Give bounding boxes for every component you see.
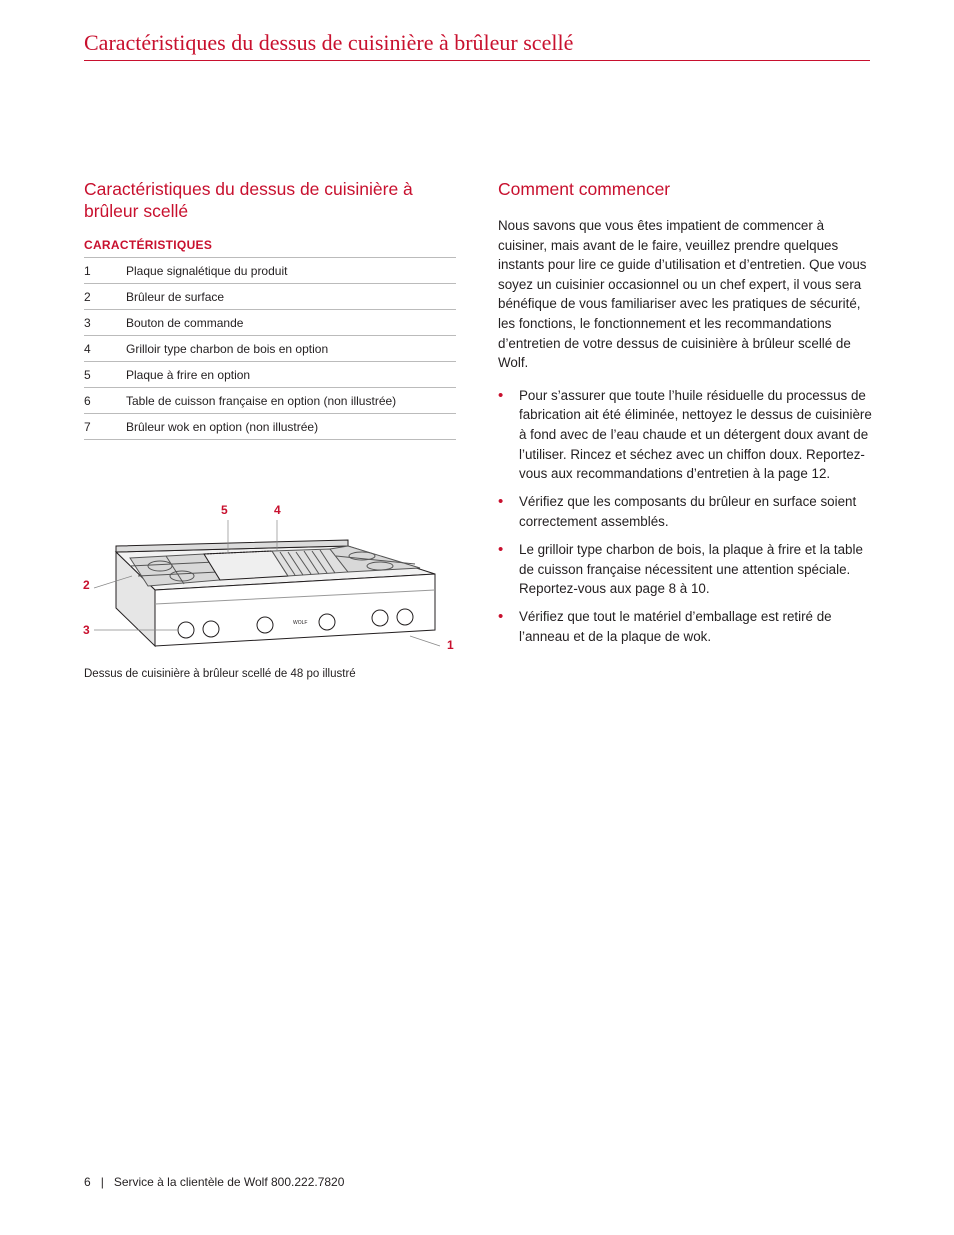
features-table xyxy=(84,257,456,440)
bullet-icon: • xyxy=(498,608,504,626)
feature-text: Table de cuisson française en option (non illustrée) xyxy=(126,388,456,414)
control-knob xyxy=(372,610,388,626)
feature-number: 1 xyxy=(84,258,126,284)
page-title: Caractéristiques du dessus de cuisinière à brûleur scellé xyxy=(84,30,870,61)
bullet-icon: • xyxy=(498,540,504,558)
table-row xyxy=(84,284,456,310)
intro-paragraph: Nous savons que vous êtes impatient de commencer à cuisiner, mais avant de le faire, veuillez prendre quelques instants pour lire ce guide d’utilisation et d’entretien. Que vous soyez un cuisinier occasionnel ou un chef expert, il vous sera bénéfique de vous familiariser avec les pratiques de sécurité, les fonctions, le fonctionnement et les recommandations d’entretien de votre dessus de cuisinière à brûleur scellé de Wolf. xyxy=(498,218,867,371)
table-row xyxy=(84,258,456,284)
control-knob xyxy=(203,621,219,637)
getting-started-heading: Comment commencer xyxy=(498,179,671,199)
feature-number: 6 xyxy=(84,388,126,414)
illustration-caption: Dessus de cuisinière à brûleur scellé de 48 po illustré xyxy=(84,668,356,680)
table-row xyxy=(84,414,456,440)
table-row xyxy=(84,362,456,388)
feature-text: Plaque signalétique du produit xyxy=(126,258,456,284)
list-item: • Le grilloir type charbon de bois, la plaque à frire et la table de cuisson française nécessitent une attention spéciale. Reportez-vous aux page 8 à 10. xyxy=(498,540,863,597)
feature-text: Brûleur wok en option (non illustrée) xyxy=(126,414,456,440)
list-item: • Vérifiez que tout le matériel d’emballage est retiré de l’anneau et de la plaque de wok. xyxy=(498,608,832,644)
feature-text: Brûleur de surface xyxy=(126,284,456,310)
control-knob xyxy=(319,614,335,630)
callout-2: 2 xyxy=(83,578,90,592)
list-item: • Vérifiez que les composants du brûleur en surface soient correctement assemblés. xyxy=(498,493,857,529)
control-knob xyxy=(397,609,413,625)
callout-3: 3 xyxy=(83,623,90,637)
feature-number: 3 xyxy=(84,310,126,336)
feature-number: 7 xyxy=(84,414,126,440)
feature-number: 4 xyxy=(84,336,126,362)
footer-text: Service à la clientèle de Wolf 800.222.7820 xyxy=(113,1175,345,1189)
callout-4: 4 xyxy=(274,503,281,517)
callout-5: 5 xyxy=(221,503,228,517)
features-heading: Caractéristiques du dessus de cuisinière à brûleur scellé xyxy=(84,179,413,221)
list-item: • Pour s’assurer que toute l’huile résiduelle du processus de fabrication ait été éliminée, nettoyez le dessus de cuisinière à fond avec de l’eau chaude et un détergent doux avant de l’utiliser. Rincez et séchez avec un chiffon doux. Reportez-vous aux recommandations d’entretien à la page 12. xyxy=(498,386,872,482)
feature-text: Bouton de commande xyxy=(126,310,456,336)
bullet-list xyxy=(498,386,874,647)
footer-separator: | xyxy=(100,1175,104,1189)
table-row xyxy=(84,388,456,414)
callout-1: 1 xyxy=(447,638,454,652)
feature-number: 2 xyxy=(84,284,126,310)
table-row xyxy=(84,336,456,362)
cooktop-illustration xyxy=(80,496,460,656)
page-footer xyxy=(84,1175,344,1189)
feature-number: 5 xyxy=(84,362,126,388)
control-knob xyxy=(257,617,273,633)
control-knob xyxy=(178,622,194,638)
bullet-icon: • xyxy=(498,493,504,511)
table-row xyxy=(84,310,456,336)
feature-text: Grilloir type charbon de bois en option xyxy=(126,336,456,362)
feature-text: Plaque à frire en option xyxy=(126,362,456,388)
page-number: 6 xyxy=(84,1175,91,1189)
features-label: CARACTÉRISTIQUES xyxy=(84,238,213,252)
brand-label: WOLF xyxy=(293,620,308,626)
bullet-icon: • xyxy=(498,386,504,404)
getting-started-section xyxy=(498,178,874,655)
features-section xyxy=(84,178,456,440)
